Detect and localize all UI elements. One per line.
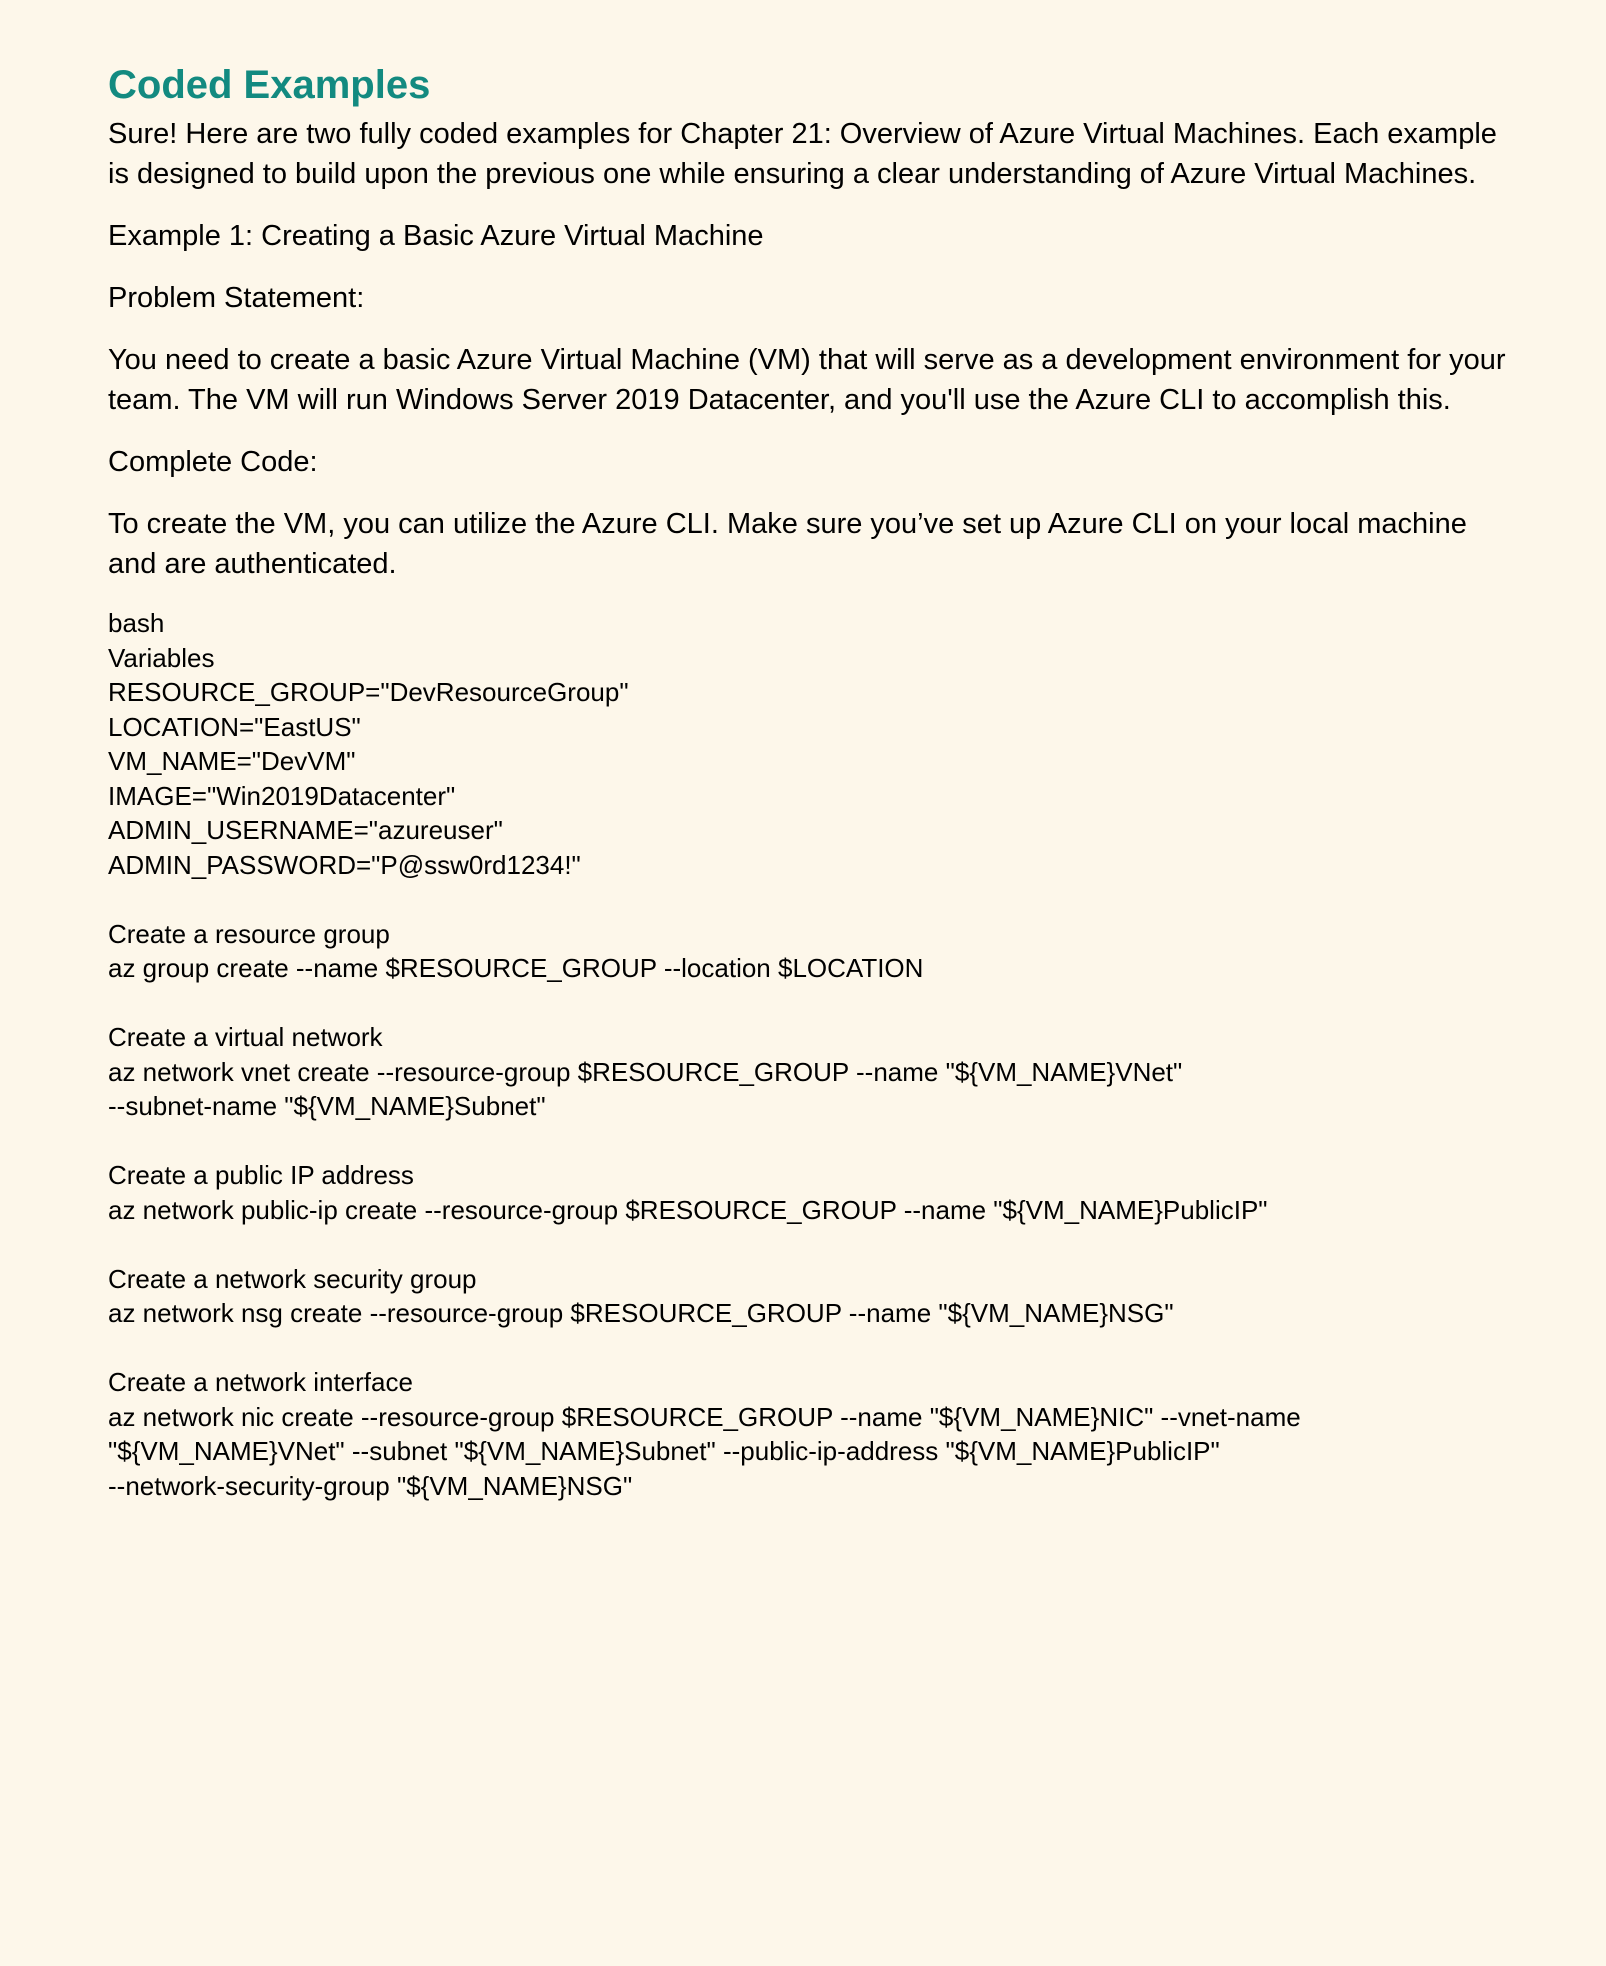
code-blank-line [108,1227,1508,1262]
code-line: az group create --name $RESOURCE_GROUP --location $LOCATION [108,953,924,983]
example-heading: Example 1: Creating a Basic Azure Virtual Machine [108,220,764,252]
code-line: IMAGE="Win2019Datacenter" [108,780,456,811]
complete-code-label: Complete Code: [108,446,318,478]
code-blank-line [108,1124,1508,1159]
intro-paragraph: Sure! Here are two fully coded examples for Chapter 21: Overview of Azure Virtual Machines. Each example is designed to build upon the previous one while ensuring a clear understanding of Azure Virtual Machines. [108,118,1497,190]
code-line: VM_NAME="DevVM" [108,746,356,776]
code-line: Create a public IP address [108,1160,414,1190]
code-line: --subnet-name "${VM_NAME}Subnet" [108,1091,546,1121]
code-line: az network vnet create --resource-group $RESOURCE_GROUP --name "${VM_NAME}VNet" [108,1056,1183,1087]
code-line: ADMIN_USERNAME="azureuser" [108,815,503,845]
code-line: Create a network security group [108,1263,477,1294]
page-title: Coded Examples [108,63,431,107]
code-line: --network-security-group "${VM_NAME}NSG" [108,1470,633,1501]
code-blank-line [108,986,1508,1021]
code-line: az network nsg create --resource-group $RESOURCE_GROUP --name "${VM_NAME}NSG" [108,1298,1174,1328]
code-line: Create a virtual network [108,1022,383,1052]
code-line: Create a resource group [108,918,390,949]
code-line: ADMIN_PASSWORD="P@ssw0rd1234!" [108,849,581,880]
code-block [108,606,1508,1503]
cli-instructions-paragraph: To create the VM, you can utilize the Azure CLI. Make sure you’ve set up Azure CLI on your local machine and are authenticated. [108,508,1467,580]
code-blank-line [108,1331,1508,1366]
problem-statement-text: You need to create a basic Azure Virtual Machine (VM) that will serve as a development environment for your team. The VM will run Windows Server 2019 Datacenter, and you'll use the Azure CLI to accomplish this. [108,344,1506,416]
problem-statement-label: Problem Statement: [108,282,365,314]
code-blank-line [108,882,1508,917]
code-line: "${VM_NAME}VNet" --subnet "${VM_NAME}Subnet" --public-ip-address "${VM_NAME}PublicIP" [108,1436,1220,1466]
code-line: RESOURCE_GROUP="DevResourceGroup" [108,677,629,707]
code-line: Variables [108,642,215,673]
code-line: az network public-ip create --resource-group $RESOURCE_GROUP --name "${VM_NAME}PublicIP" [108,1194,1268,1225]
code-line: LOCATION="EastUS" [108,711,361,742]
code-line: bash [108,608,165,638]
code-line: az network nic create --resource-group $RESOURCE_GROUP --name "${VM_NAME}NIC" --vnet-name [108,1401,1301,1432]
code-line: Create a network interface [108,1367,413,1397]
document-page [108,60,1508,1503]
